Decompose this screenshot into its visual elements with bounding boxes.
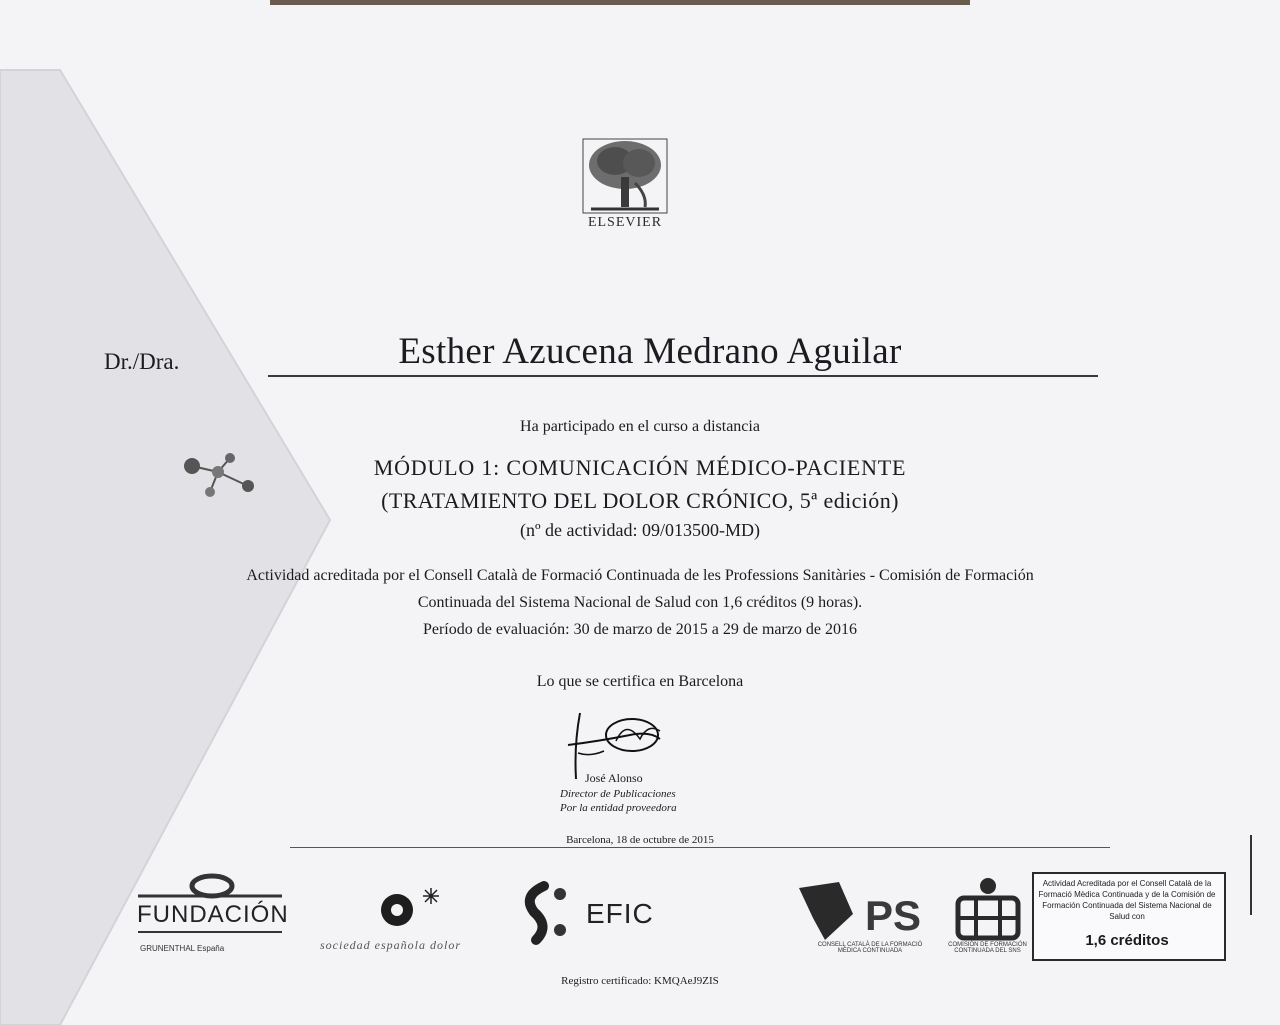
- cfcsns-logo: [952, 876, 1024, 946]
- recipient-prefix: Dr./Dra.: [104, 349, 180, 374]
- ccfcps-logo: [795, 878, 940, 948]
- svg-text:PS: PS: [865, 892, 922, 939]
- evaluation-period: Período de evaluación: 30 de marzo de 2015 a 29 de marzo de 2016: [422, 621, 858, 638]
- registry-code: Registro certificado: KMQAeJ9ZIS: [561, 975, 719, 987]
- efic-wordmark: EFIC: [586, 898, 654, 929]
- credit-box-value: 1,6 créditos: [1085, 932, 1169, 949]
- signer-role-line-2: Por la entidad proveedora: [560, 802, 677, 814]
- signer-name: José Alonso: [585, 771, 643, 785]
- accreditation-line-2: Continuada del Sistema Nacional de Salud con 1,6 créditos (9 horas).: [417, 594, 863, 611]
- recipient-name: Esther Azucena Medrano Aguilar: [398, 331, 902, 372]
- accreditation-line-1: Actividad acreditada por el Consell Català de Formació Continuada de les Professions Sanitàries - Comisión de Formación: [246, 567, 1034, 584]
- cfcsns-caption: COMISIÓN DE FORMACIÓN CONTINUADA DEL SNS: [948, 942, 1027, 954]
- course-subtitle: (TRATAMIENTO DEL DOLOR CRÓNICO, 5ª edición): [381, 488, 899, 513]
- activity-number: (nº de actividad: 09/013500-MD): [519, 520, 761, 540]
- signer-role: [560, 787, 677, 815]
- fundacion-wordmark: FUNDACIÓN: [137, 901, 289, 928]
- certify-text: Lo que se certifica en Barcelona: [536, 673, 744, 690]
- fundacion-subtitle: GRUNENTHAL España: [140, 944, 225, 953]
- footer-divider: [290, 847, 1110, 848]
- signer-role-line-1: Director de Publicaciones: [560, 788, 676, 800]
- credit-box-text: Actividad Acreditada por el Consell Català de la Formació Mèdica Continuada y de la Comisión de Formación Continuada del Sistema Nacional de Salud con: [1038, 879, 1216, 921]
- intro-text: Ha participado en el curso a distancia: [520, 418, 760, 435]
- sed-wordmark: sociedad española dolor: [320, 938, 461, 952]
- ccfcps-caption: CONSELL CATALÀ DE LA FORMACIÓ MÈDICA CONTINUADA: [817, 942, 923, 954]
- edge-mark: [1250, 835, 1252, 915]
- place-date: Barcelona, 18 de octubre de 2015: [566, 834, 714, 846]
- name-underline: [268, 375, 1098, 377]
- course-title: MÓDULO 1: COMUNICACIÓN MÉDICO-PACIENTE: [373, 455, 907, 480]
- elsevier-wordmark: ELSEVIER: [587, 215, 663, 230]
